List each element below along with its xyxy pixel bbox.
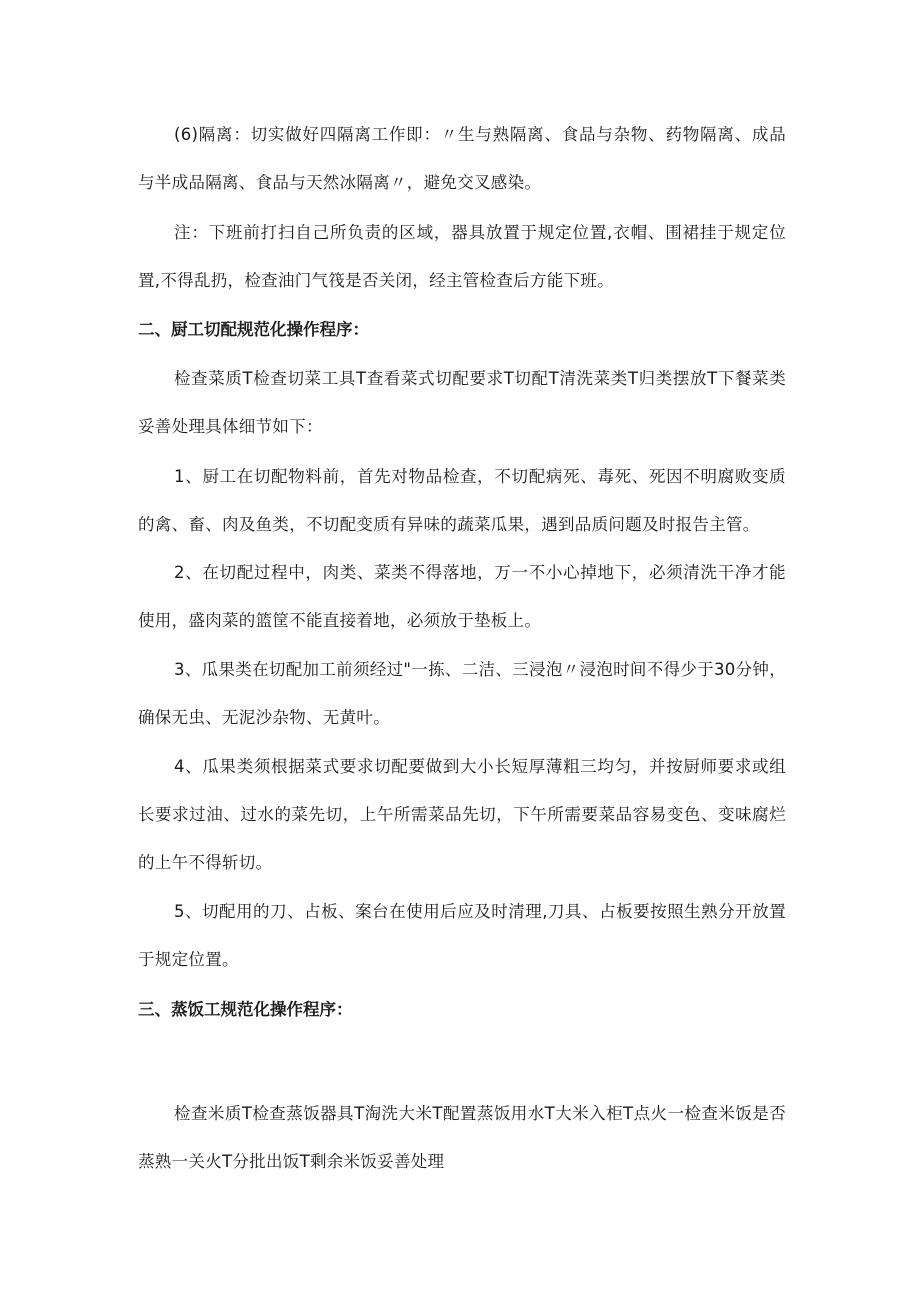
paragraph-section2-item5: 5、切配用的刀、占板、案台在使用后应及时清理,刀具、占板要按照生熟分开放置于规定位置。 [138, 902, 786, 969]
paragraph-section2-item1: 1、厨工在切配物料前，首先对物品检查，不切配病死、毒死、死因不明腐败变质的禽、畜、肉及鱼类，不切配变质有异味的蔬菜瓜果，遇到品质问题及时报告主管。 [138, 467, 786, 534]
paragraph-section2-item3: 3、瓜果类在切配加工前须经过"一拣、二洁、三浸泡〃浸泡时间不得少于30分钟，确保无虫、无泥沙杂物、无黄叶。 [138, 660, 786, 727]
paragraph-section3-flow: 检查米质T检查蒸饭器具T淘洗大米T配置蒸饭用水T大米入柜T点火一检查米饭是否蒸熟一关火T分批出饭T剩余米饭妥善处理 [138, 1104, 786, 1171]
heading-section-2: 二、厨工切配规范化操作程序： [138, 320, 369, 339]
paragraph-section2-flow: 检查菜质T检查切菜工具T查看菜式切配要求T切配T清洗菜类T归类摆放T下餐菜类妥善处理具体细节如下： [138, 369, 786, 436]
heading-section-3: 三、蒸饭工规范化操作程序： [138, 1000, 353, 1019]
paragraph-isolation: (6)隔离：切实做好四隔离工作即：〃生与熟隔离、食品与杂物、药物隔离、成品与半成品隔离、食品与天然冰隔离〃，避免交叉感染。 [138, 125, 786, 192]
paragraph-section2-item2: 2、在切配过程中，肉类、菜类不得落地，万一不小心掉地下，必须清洗干净才能使用，盛肉菜的篮筐不能直接着地，必须放于垫板上。 [138, 563, 786, 630]
paragraph-section2-item4: 4、瓜果类须根据菜式要求切配要做到大小长短厚薄粗三均匀，并按厨师要求或组长要求过油、过水的菜先切，上午所需菜品先切，下午所需要菜品容易变色、变味腐烂的上午不得斩切。 [138, 757, 786, 872]
paragraph-note: 注：下班前打扫自己所负责的区域，器具放置于规定位置,衣帽、围裙挂于规定位置,不得乱扔，检查油门气筏是否关闭，经主管检查后方能下班。 [138, 223, 786, 290]
